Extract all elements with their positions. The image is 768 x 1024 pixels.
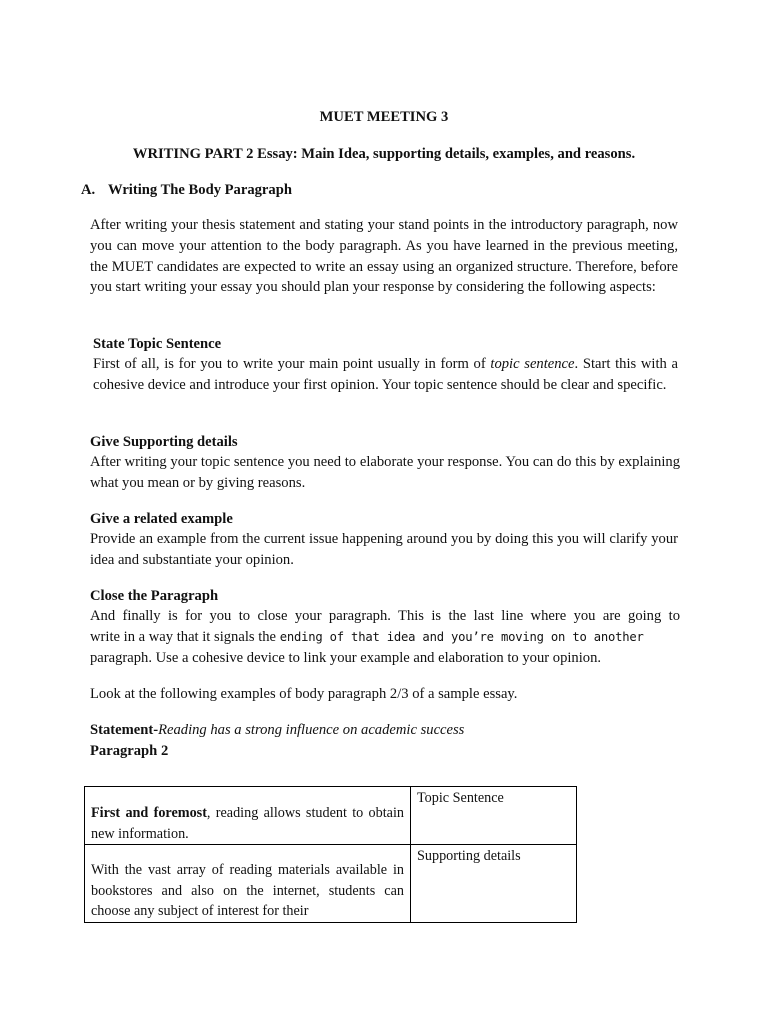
topic-sentence-heading: State Topic Sentence (93, 336, 222, 352)
table-cell-text (85, 845, 411, 923)
supporting-details-text: After writing your topic sentence you need to elaborate your response. You can do this by explaining what you mean or by giving reasons. (90, 454, 680, 491)
section-a-heading: Writing The Body Paragraph (108, 182, 292, 198)
table-cell-label (411, 845, 577, 923)
example-table (84, 786, 577, 923)
page-title: MUET MEETING 3 (319, 109, 449, 125)
table-cell-label (411, 787, 577, 845)
page-subtitle: WRITING PART 2 Essay: Main Idea, supporting details, examples, and reasons. (132, 146, 636, 162)
row1-rest: , reading allows student to obtain new information. (91, 805, 404, 842)
row1-bold: First and foremost (91, 805, 207, 821)
look-text: Look at the following examples of body paragraph 2/3 of a sample essay. (90, 686, 518, 702)
row2-text: With the vast array of reading materials available in bookstores and also on the internet, students can choose any subject of interest for their (91, 862, 404, 919)
related-example-text: Provide an example from the current issue happening around you by doing this you will clarify your idea and substantiate your opinion. (90, 531, 678, 568)
row2-label: Supporting details (417, 848, 521, 864)
close-line-2-a: write in a way that it signals the (90, 628, 280, 645)
close-line-3: paragraph. Use a cohesive device to link your example and elaboration to your opinion. (90, 649, 602, 666)
close-line-2-b: ending of that idea and you’re moving on to another (279, 629, 644, 644)
topic-text-italic: topic sentence (490, 356, 575, 372)
statement-text: Reading has a strong influence on academic success (158, 722, 465, 738)
intro-paragraph: After writing your thesis statement and stating your stand points in the introductory paragraph, now you can move your attention to the body paragraph. As you have learned in the previous meeting, the MUET candidates are expected to write an essay using an organized structure. Therefore, before you start writing your essay you should plan your response by considering the following aspects: (90, 217, 678, 296)
topic-text-after: . Start this with a cohesive device and introduce your first opinion. Your topic sentence should be clear and specific. (93, 356, 678, 393)
close-line-1: And finally is for you to close your paragraph. This is the last line where you are going to (90, 608, 680, 624)
statement-label: Statement- (90, 722, 159, 738)
related-example-heading: Give a related example (90, 511, 233, 527)
row1-label: Topic Sentence (417, 790, 504, 806)
close-paragraph-text (90, 606, 680, 668)
table-row (85, 787, 577, 845)
statement-line (90, 720, 464, 741)
supporting-details-heading: Give Supporting details (90, 434, 238, 450)
table-cell-text (85, 787, 411, 845)
section-a-marker: A. (81, 182, 96, 198)
close-paragraph-heading: Close the Paragraph (90, 588, 219, 604)
row1-text (85, 787, 410, 844)
table-row (85, 845, 577, 923)
paragraph-2-label: Paragraph 2 (90, 743, 169, 759)
topic-text-before: First of all, is for you to write your main point usually in form of (93, 356, 491, 372)
topic-sentence-text (93, 354, 678, 396)
close-line-2 (90, 627, 680, 648)
